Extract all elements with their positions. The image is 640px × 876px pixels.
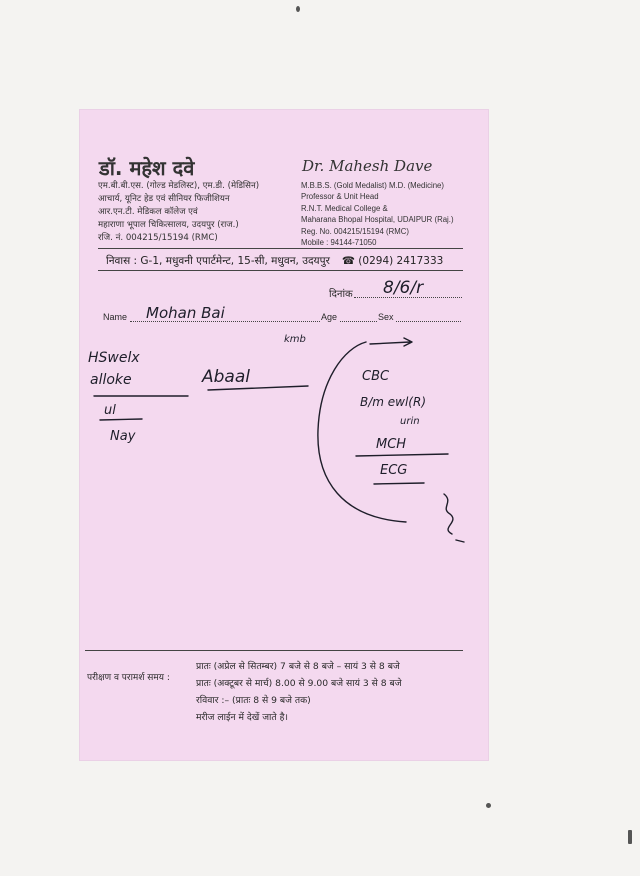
english-line: Mobile : 94144-71050 (301, 238, 377, 248)
handwritten-left-line: HSwelx (88, 350, 140, 366)
hindi-line: एम.बी.बी.एस. (गोल्ड मेडलिस्ट), एम.डी. (मेडिसिन) (98, 181, 260, 191)
handwritten-left-line: alloke (90, 372, 132, 388)
scan-speck (628, 830, 632, 844)
handwritten-date: 8/6/r (383, 278, 424, 298)
name-label: Name (103, 312, 128, 322)
handwritten-signature (444, 494, 464, 542)
consultation-timings (196, 658, 402, 726)
date-label: दिनांक (329, 289, 353, 300)
english-line: Reg. No. 004215/15194 (RMC) (301, 226, 409, 236)
handwritten-left-line: ul (104, 403, 116, 418)
scan-speck (296, 6, 300, 12)
english-line: Maharana Bhopal Hospital, UDAIPUR (Raj.) (301, 215, 454, 225)
hindi-line: आचार्य, यूनिट हेड एवं सीनियर फिजीशियन (98, 194, 230, 204)
doctor-name-english: Dr. Mahesh Dave (302, 157, 433, 175)
doctor-name-hindi: डॉ. महेश दवे (99, 156, 195, 180)
english-line: R.N.T. Medical College & (301, 203, 388, 213)
investigation-item: B/m ewl(R) (360, 395, 427, 409)
footer-rule (85, 650, 463, 651)
clinic-phone: ☎ (0294) 2417333 (341, 255, 444, 267)
timing-line: रविवार :– (प्रातः 8 से 9 बजे तक) (196, 695, 311, 706)
investigation-item: urin (400, 416, 420, 427)
handwritten-patient-name: Mohan Bai (146, 304, 225, 322)
hindi-line: रजि. नं. 004215/15194 (RMC) (98, 233, 218, 243)
handwritten-middle: Abaal (202, 367, 250, 387)
handwritten-underline (356, 454, 448, 456)
sex-label: Sex (378, 312, 394, 322)
handwritten-underline (100, 419, 142, 420)
investigation-item: MCH (376, 437, 407, 452)
handwritten-left-line: Nay (110, 429, 136, 444)
handwritten-arrow (370, 338, 412, 346)
scan-speck (486, 803, 491, 808)
address-text: निवास : G-1, मधुवनी एपार्टमेन्ट, 15-सी, मधुवन, उदयपुर (106, 255, 330, 267)
english-line: Professor & Unit Head (301, 192, 379, 202)
age-label: Age (321, 312, 338, 322)
english-line: M.B.B.S. (Gold Medalist) M.D. (Medicine) (301, 181, 444, 190)
timing-line: प्रातः (अक्टूबर से मार्च) 8.00 से 9.00 बजे सायं 3 से 8 बजे (196, 678, 402, 689)
hindi-line: महाराणा भूपाल चिकित्सालय, उदयपुर (राज.) (98, 220, 239, 230)
handwritten-underline (374, 483, 424, 484)
timing-line: मरीज लाईन में देखें जाते है। (196, 712, 288, 723)
handwritten-note: kmb (284, 334, 306, 345)
hindi-line: आर.एन.टी. मेडिकल कॉलेज एवं (98, 207, 198, 217)
consultation-timing-label: परीक्षण व परामर्श समय : (87, 673, 170, 683)
timing-line: प्रातः (अप्रेल से सितम्बर) 7 बजे से 8 बजे – सायं 3 से 8 बजे (196, 661, 400, 672)
investigation-item: ECG (380, 463, 408, 478)
prescription-sheet (80, 110, 488, 760)
investigation-item: CBC (362, 369, 390, 384)
